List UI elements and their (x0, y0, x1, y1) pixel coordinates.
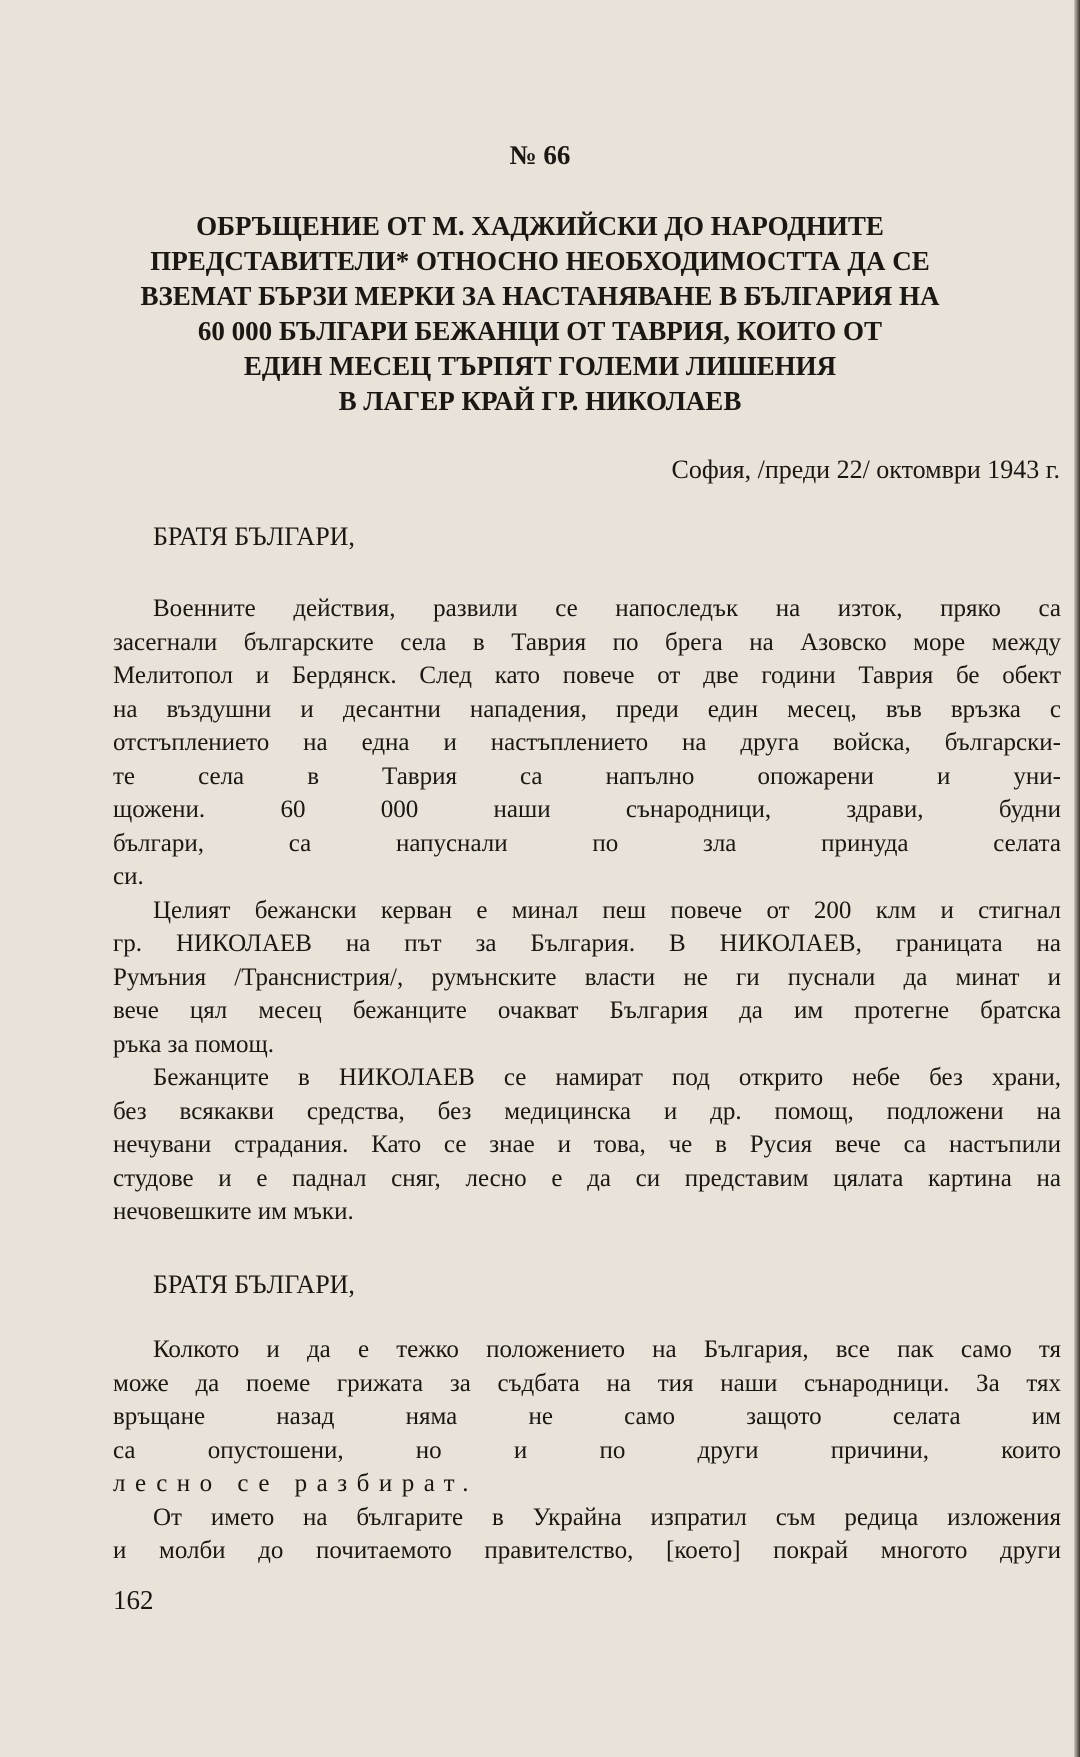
text-line: отстъплението на една и настъплението на друга войска, български- (113, 729, 1061, 756)
text-line: щожени. 60 000 наши сънародници, здрави, будни (113, 796, 1061, 823)
text-line: Мелитопол и Бердянск. След като повече от две години Таврия бе обект (113, 662, 1061, 689)
body-section-first (113, 592, 1061, 1229)
text-line: връщане назад няма не само защото селата им (113, 1403, 1061, 1430)
document-number: № 66 (509, 140, 571, 170)
text-line: са опустошени, но и по други причини, които (113, 1436, 1061, 1464)
text-line: Колкото и да е тежко положението на България, все пак само тя (153, 1336, 1061, 1363)
text-line: нечувани страдания. Като се знае и това, че в Русия вече са настъпили (113, 1131, 1061, 1158)
text-line: те села в Таврия са напълно опожарени и уни- (113, 762, 1061, 790)
text-line: лесно се разбират. (113, 1470, 478, 1497)
title-line: 60 000 БЪЛГАРИ БЕЖАНЦИ ОТ ТАВРИЯ, КОИТО ОТ (197, 316, 883, 346)
document-title (100, 209, 980, 419)
salutation-first: БРАТЯ БЪЛГАРИ, (153, 522, 355, 551)
salutation-second: БРАТЯ БЪЛГАРИ, (153, 1270, 355, 1299)
text-line: вече цял месец бежанците очакват България да им протегне братска (113, 997, 1061, 1024)
page-edge-shadow (1074, 0, 1080, 1757)
dateline: София, /преди 22/ октомври 1943 г. (671, 455, 1060, 484)
text-line: гр. НИКОЛАЕВ на път за България. В НИКОЛАЕВ, границата на (113, 930, 1061, 957)
text-line: ръка за помощ. (113, 1030, 274, 1058)
text-line: без всякакви средства, без медицинска и др. помощ, подложени на (113, 1097, 1061, 1125)
text-line: Военните действия, развили се напоследък на изток, пряко са (153, 595, 1061, 622)
body-section-second (113, 1333, 1061, 1568)
text-line: засегнали българските села в Таврия по брега на Азовско море между (113, 628, 1061, 656)
title-line: В ЛАГЕР КРАЙ ГР. НИКОЛАЕВ (338, 386, 742, 416)
page-number: 162 (113, 1585, 154, 1615)
text-line: Бежанците в НИКОЛАЕВ се намират под открито небе без храни, (153, 1064, 1061, 1091)
text-line: си. (113, 863, 144, 890)
text-line: може да поеме грижата за съдбата на тия наши сънародници. За тях (113, 1369, 1061, 1397)
title-line: ПРЕДСТАВИТЕЛИ* ОТНОСНО НЕОБХОДИМОСТТА ДА СЕ (150, 246, 930, 276)
text-line: Румъния /Транснистрия/, румънските власти не ги пуснали да минат и (113, 963, 1061, 991)
text-line: българи, са напуснали по зла принуда селата (113, 829, 1061, 857)
title-line: ВЗЕМАТ БЪРЗИ МЕРКИ ЗА НАСТАНЯВАНЕ В БЪЛГАРИЯ НА (140, 281, 940, 311)
text-line: нечовешките им мъки. (113, 1198, 354, 1225)
text-line: От името на българите в Украйна изпратил съм редица изложения (153, 1503, 1061, 1531)
title-line: ОБРЪЩЕНИЕ ОТ М. ХАДЖИЙСКИ ДО НАРОДНИТЕ (196, 211, 884, 241)
text-line: на въздушни и десантни нападения, преди един месец, във връзка с (113, 695, 1061, 723)
title-line: ЕДИН МЕСЕЦ ТЪРПЯТ ГОЛЕМИ ЛИШЕНИЯ (243, 351, 837, 381)
text-line: и молби до почитаемото правителство, [което] покрай многото други (113, 1537, 1061, 1564)
text-line: студове и е паднал сняг, лесно е да си представим цялата картина на (113, 1164, 1061, 1192)
text-line: Целият бежански керван е минал пеш повече от 200 клм и стигнал (153, 896, 1061, 924)
